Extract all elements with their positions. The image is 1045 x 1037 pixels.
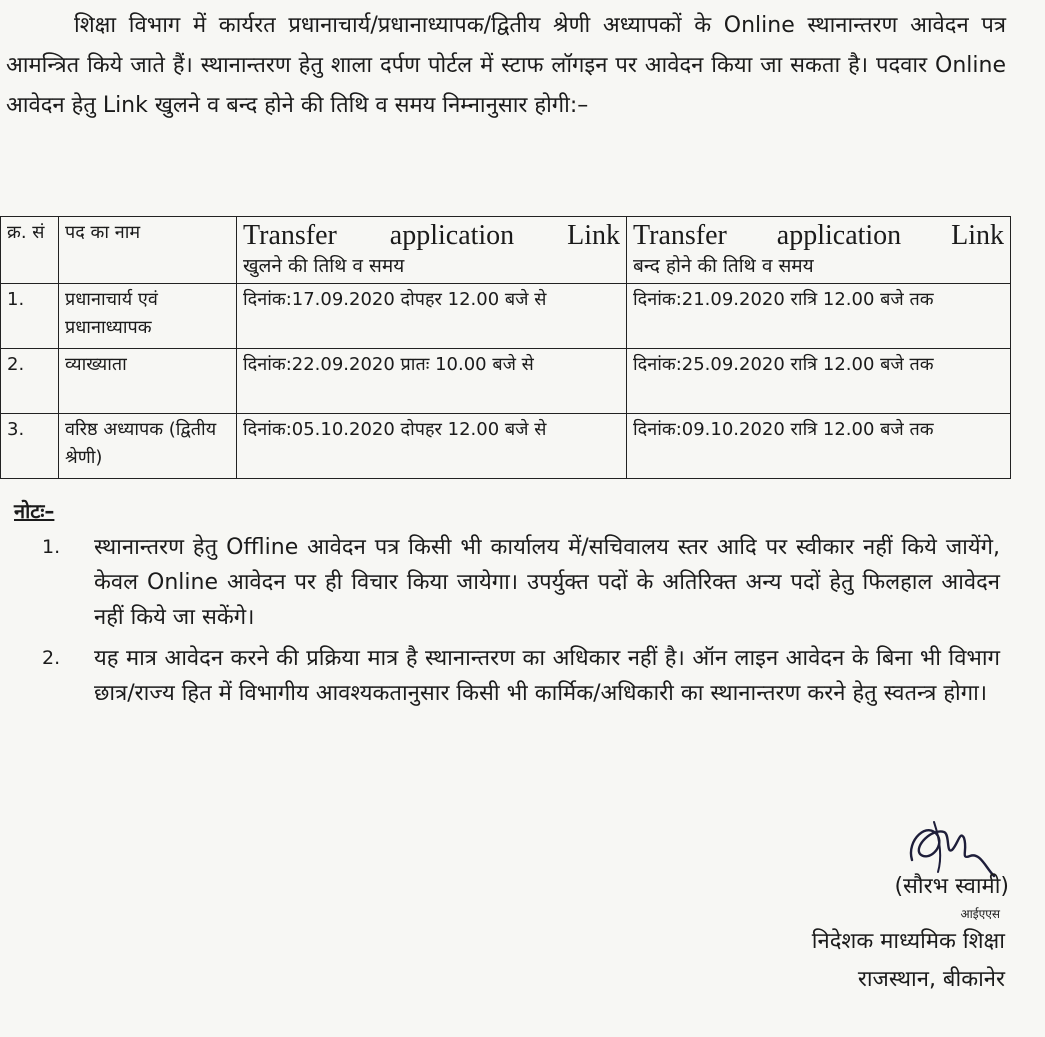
cell-open: दिनांक:05.10.2020 दोपहर 12.00 बजे से — [237, 414, 627, 479]
note-item — [42, 530, 1000, 635]
note-text: स्थानान्तरण हेतु Offline आवेदन पत्र किसी भी कार्यालय में/सचिवालय स्तर आदि पर स्वीकार नहीं किये जायेंगे, केवल Online आवेदन पर ही विचार किया जायेगा। उपर्युक्त पदों के अतिरिक्त अन्य पदों हेतु फिलहाल आवेदन नहीं किये जा सकेंगे। — [94, 535, 1000, 630]
cell-open: दिनांक:22.09.2020 प्रातः 10.00 बजे से — [237, 349, 627, 414]
cell-post: प्रधानाचार्य एवं प्रधानाध्यापक — [59, 284, 237, 349]
signatory-service: आईएएस — [960, 907, 1000, 921]
header-sno: क्र. सं — [1, 217, 59, 284]
cell-sno: 1. — [1, 284, 59, 349]
note-number: 2. — [42, 647, 61, 669]
table-header-row — [1, 217, 1011, 284]
note-text: यह मात्र आवेदन करने की प्रक्रिया मात्र है स्थानान्तरण का अधिकार नहीं है। ऑन लाइन आवेदन के बिना भी विभाग छात्र/राज्य हित में विभागीय आवश्यकतानुसार किसी भी कार्मिक/अधिकारी का स्थानान्तरण करने हेतु स्वतन्त्र होगा। — [94, 646, 1000, 706]
header-close-sub: बन्द होने की तिथि व समय — [633, 255, 814, 277]
cell-post: वरिष्ठ अध्यापक (द्वितीय श्रेणी) — [59, 414, 237, 479]
cell-open: दिनांक:17.09.2020 दोपहर 12.00 बजे से — [237, 284, 627, 349]
header-open-title: Transfer application Link — [243, 220, 620, 251]
table-row — [1, 284, 1011, 349]
table-row — [1, 349, 1011, 414]
table-row — [1, 414, 1011, 479]
cell-close: दिनांक:21.09.2020 रात्रि 12.00 बजे तक — [627, 284, 1011, 349]
note-number: 1. — [42, 536, 61, 558]
cell-close: दिनांक:25.09.2020 रात्रि 12.00 बजे तक — [627, 349, 1011, 414]
header-post: पद का नाम — [59, 217, 237, 284]
header-open-sub: खुलने की तिथि व समय — [243, 255, 405, 277]
notes-list — [42, 530, 1000, 717]
intro-paragraph: शिक्षा विभाग में कार्यरत प्रधानाचार्य/प्रधानाध्यापक/द्वितीय श्रेणी अध्यापकों के Online स्थानान्तरण आवेदन पत्र आमन्त्रित किये जाते हैं। स्थानान्तरण हेतु शाला दर्पण पोर्टल में स्टाफ लॉगइन पर आवेदन किया जा सकता है। पदवार Online आवेदन हेतु Link खुलने व बन्द होने की तिथि व समय निम्नानुसार होगी:– — [6, 13, 1006, 118]
transfer-schedule-table — [0, 216, 1011, 479]
header-open — [237, 217, 627, 284]
signatory-name: (सौरभ स्वामी) — [894, 874, 1009, 899]
signatory-designation: निदेशक माध्यमिक शिक्षा — [811, 929, 1005, 954]
header-close — [627, 217, 1011, 284]
note-heading: नोटः– — [14, 499, 55, 523]
cell-post: व्याख्याता — [59, 349, 237, 414]
header-close-title: Transfer application Link — [633, 220, 1004, 251]
cell-sno: 2. — [1, 349, 59, 414]
note-item — [42, 641, 1000, 711]
cell-sno: 3. — [1, 414, 59, 479]
cell-close: दिनांक:09.10.2020 रात्रि 12.00 बजे तक — [627, 414, 1011, 479]
signatory-place: राजस्थान, बीकानेर — [857, 967, 1005, 992]
